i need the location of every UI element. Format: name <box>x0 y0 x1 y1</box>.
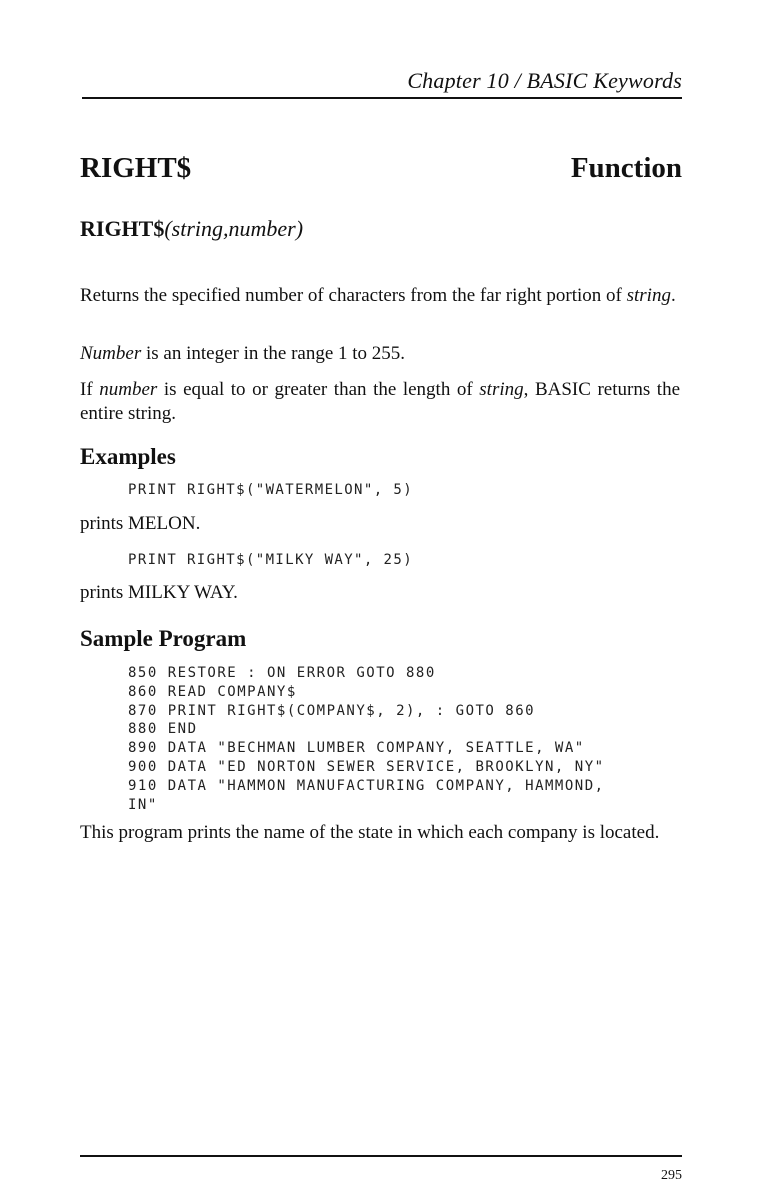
sample-program-listing <box>128 664 688 814</box>
entry-title-row <box>80 152 682 192</box>
program-line: IN" <box>128 796 158 813</box>
book-page <box>80 0 682 1204</box>
examples-heading: Examples <box>80 444 176 469</box>
footer-rule <box>80 1155 682 1157</box>
example-result-2: prints MILKY WAY. <box>80 582 238 603</box>
description-paragraph-2 <box>80 342 680 366</box>
description-emphasis: string <box>479 379 524 400</box>
description-emphasis: string <box>626 285 671 306</box>
program-line: 910 DATA "HAMMON MANUFACTURING COMPANY, HAMMOND, <box>128 777 605 794</box>
keyword-type: Function <box>570 152 682 184</box>
running-head: Chapter 10 / BASIC Keywords <box>407 68 682 93</box>
description-text: Returns the specified number of characters from the far right portion of <box>80 285 627 306</box>
page-number: 295 <box>661 1168 682 1183</box>
program-line: 900 DATA "ED NORTON SEWER SERVICE, BROOKLYN, NY" <box>128 758 605 775</box>
sample-program-heading: Sample Program <box>80 626 247 651</box>
syntax-arguments: (string,number) <box>164 216 304 241</box>
description-paragraph-3 <box>80 378 680 426</box>
description-text: , BASIC returns the entire string. <box>80 379 681 424</box>
program-line: 890 DATA "BECHMAN LUMBER COMPANY, SEATTLE, WA" <box>128 740 585 757</box>
program-line: 870 PRINT RIGHT$(COMPANY$, 2), : GOTO 860 <box>128 702 536 719</box>
description-paragraph-1 <box>80 284 680 308</box>
example-result-1: prints MELON. <box>80 513 201 534</box>
program-line: 860 READ COMPANY$ <box>128 683 297 700</box>
syntax-line <box>80 216 303 242</box>
header-rule <box>82 97 682 99</box>
description-text: If <box>80 379 100 400</box>
syntax-keyword: RIGHT$ <box>80 216 165 241</box>
description-text: is equal to or greater than the length of <box>157 379 480 400</box>
description-text: . <box>670 285 676 306</box>
description-text: is an integer in the range 1 to 255. <box>141 343 406 364</box>
description-emphasis: number <box>99 379 158 400</box>
program-line: 850 RESTORE : ON ERROR GOTO 880 <box>128 665 436 681</box>
program-explanation: This program prints the name of the state in which each company is located. <box>80 822 660 843</box>
description-emphasis: Number <box>80 343 142 364</box>
keyword-title: RIGHT$ <box>80 152 192 184</box>
example-code-1: PRINT RIGHT$("WATERMELON", 5) <box>128 482 414 498</box>
example-code-2: PRINT RIGHT$("MILKY WAY", 25) <box>128 552 414 568</box>
program-line: 880 END <box>128 721 198 738</box>
